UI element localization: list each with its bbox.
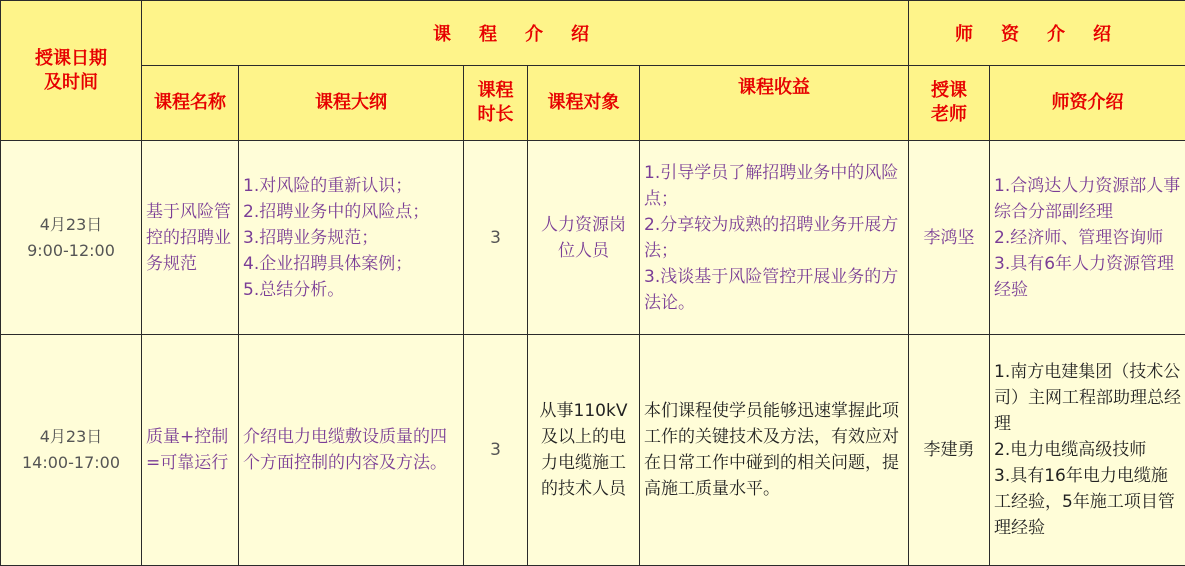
teacher-cell: 李建勇 bbox=[909, 335, 990, 566]
teacher-header: 授课 老师 bbox=[909, 66, 990, 141]
audience-cell: 从事110kV及以上的电力电缆施工的技术人员 bbox=[528, 335, 640, 566]
date-time-header: 授课日期 及时间 bbox=[1, 1, 142, 141]
table-row bbox=[1, 335, 1185, 566]
header-row-sub bbox=[1, 66, 1185, 141]
outline-cell: 1.对风险的重新认识； 2.招聘业务中的风险点； 3.招聘业务规范； 4.企业招聘具体案例； 5.总结分析。 bbox=[239, 141, 464, 335]
date-cell: 4月23日 14:00-17:00 bbox=[1, 335, 142, 566]
benefit-cell: 1.引导学员了解招聘业务中的风险点； 2.分享较为成熟的招聘业务开展方法； 3.浅谈基于风险管控开展业务的方法论。 bbox=[640, 141, 909, 335]
benefit-header: 课程收益 bbox=[640, 66, 909, 141]
teacher-intro-header: 师资介绍 bbox=[990, 66, 1185, 141]
teacher-intro-cell: 1.南方电建集团（技术公司）主网工程部助理总经理 2.电力电缆高级技师 3.具有16年电力电缆施工经验，5年施工项目管理经验 bbox=[990, 335, 1185, 566]
course-name-header: 课程名称 bbox=[142, 66, 239, 141]
teacher-cell: 李鸿坚 bbox=[909, 141, 990, 335]
duration-cell: 3 bbox=[464, 335, 528, 566]
benefit-cell: 本们课程使学员能够迅速掌握此项工作的关键技术及方法，有效应对在日常工作中碰到的相关问题，提高施工质量水平。 bbox=[640, 335, 909, 566]
header-row-top bbox=[1, 1, 1185, 66]
outline-header: 课程大纲 bbox=[239, 66, 464, 141]
teacher-intro-cell: 1.合鸿达人力资源部人事综合分部副经理 2.经济师、管理咨询师 3.具有6年人力资源管理经验 bbox=[990, 141, 1185, 335]
duration-cell: 3 bbox=[464, 141, 528, 335]
teacher-intro-group-header: 师资介绍 bbox=[909, 1, 1185, 66]
course-name-cell: 质量+控制=可靠运行 bbox=[142, 335, 239, 566]
course-name-cell: 基于风险管控的招聘业务规范 bbox=[142, 141, 239, 335]
course-intro-header: 课程介绍 bbox=[142, 1, 909, 66]
date-cell: 4月23日 9:00-12:00 bbox=[1, 141, 142, 335]
audience-cell: 人力资源岗位人员 bbox=[528, 141, 640, 335]
outline-cell: 介绍电力电缆敷设质量的四个方面控制的内容及方法。 bbox=[239, 335, 464, 566]
audience-header: 课程对象 bbox=[528, 66, 640, 141]
duration-header: 课程 时长 bbox=[464, 66, 528, 141]
table-row bbox=[1, 141, 1185, 335]
